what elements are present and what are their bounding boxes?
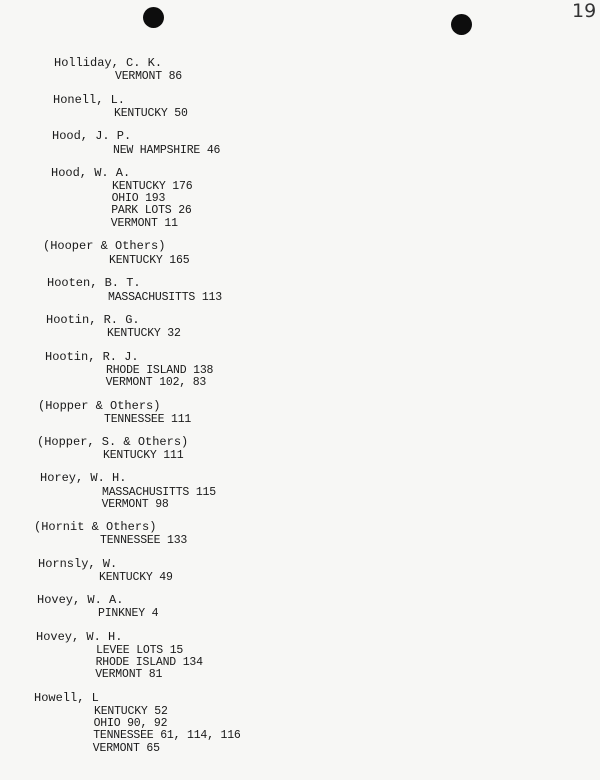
entry-name: Hootin, R. G. bbox=[46, 313, 140, 327]
entry-location: TENNESSEE 133 bbox=[100, 534, 188, 547]
entry-name: Hooten, B. T. bbox=[47, 276, 141, 290]
entry-location: PARK LOTS 26 bbox=[111, 204, 192, 218]
entry-name: Hood, J. P. bbox=[52, 129, 132, 143]
entry-location: PINKNEY 4 bbox=[98, 607, 159, 620]
entry-name: Horey, W. H. bbox=[40, 471, 127, 485]
entry-location: OHIO 193 bbox=[111, 192, 166, 206]
entry-location: KENTUCKY 165 bbox=[109, 254, 190, 267]
entry-location: LEVEE LOTS 15 bbox=[96, 644, 184, 657]
entry-location: RHODE ISLAND 138 bbox=[106, 364, 214, 377]
entry-name: (Hornit & Others) bbox=[34, 520, 157, 534]
entry-location: NEW HAMPSHIRE 46 bbox=[113, 144, 221, 157]
entry-location: VERMONT 102, 83 bbox=[105, 376, 207, 390]
entry-location: RHODE ISLAND 134 bbox=[95, 656, 203, 670]
entry-name: (Hopper & Others) bbox=[38, 399, 161, 413]
entry-location: KENTUCKY 52 bbox=[94, 705, 168, 718]
entry-name: Hood, W. A. bbox=[51, 166, 131, 180]
entry-name: Hovey, W. A. bbox=[37, 593, 124, 607]
page-number: 19 bbox=[572, 0, 597, 22]
entry-location: KENTUCKY 32 bbox=[107, 327, 181, 340]
entry-name: Howell, L bbox=[34, 691, 99, 705]
entry-location: VERMONT 98 bbox=[101, 498, 169, 512]
entry-name: (Hooper & Others) bbox=[43, 239, 166, 253]
entry-location: MASSACHUSITTS 115 bbox=[102, 486, 216, 499]
entry-location: VERMONT 65 bbox=[92, 741, 160, 755]
punch-hole-left bbox=[143, 7, 164, 28]
punch-hole-right bbox=[451, 14, 472, 35]
entry-location: KENTUCKY 176 bbox=[112, 180, 193, 193]
entry-name: (Hopper, S. & Others) bbox=[37, 435, 189, 449]
entry-location: TENNESSEE 61, 114, 116 bbox=[93, 729, 241, 743]
entry-location: OHIO 90, 92 bbox=[93, 717, 168, 731]
entry-location: TENNESSEE 111 bbox=[104, 413, 192, 426]
entry-location: MASSACHUSITTS 113 bbox=[108, 291, 222, 304]
entry-location: VERMONT 11 bbox=[110, 216, 178, 230]
entry-location: KENTUCKY 111 bbox=[103, 449, 184, 462]
entry-location: VERMONT 86 bbox=[115, 70, 183, 83]
entry-location: KENTUCKY 49 bbox=[99, 571, 173, 584]
entry-name: Hovey, W. H. bbox=[36, 630, 123, 644]
entry-name: Hootin, R. J. bbox=[45, 350, 139, 364]
entry-location: KENTUCKY 50 bbox=[114, 107, 188, 120]
entry-name: Honell, L. bbox=[53, 93, 126, 107]
entry-name: Hornsly, W. bbox=[38, 557, 118, 571]
entry-name: Holliday, C. K. bbox=[54, 56, 163, 70]
entry-location: VERMONT 81 bbox=[95, 668, 163, 682]
